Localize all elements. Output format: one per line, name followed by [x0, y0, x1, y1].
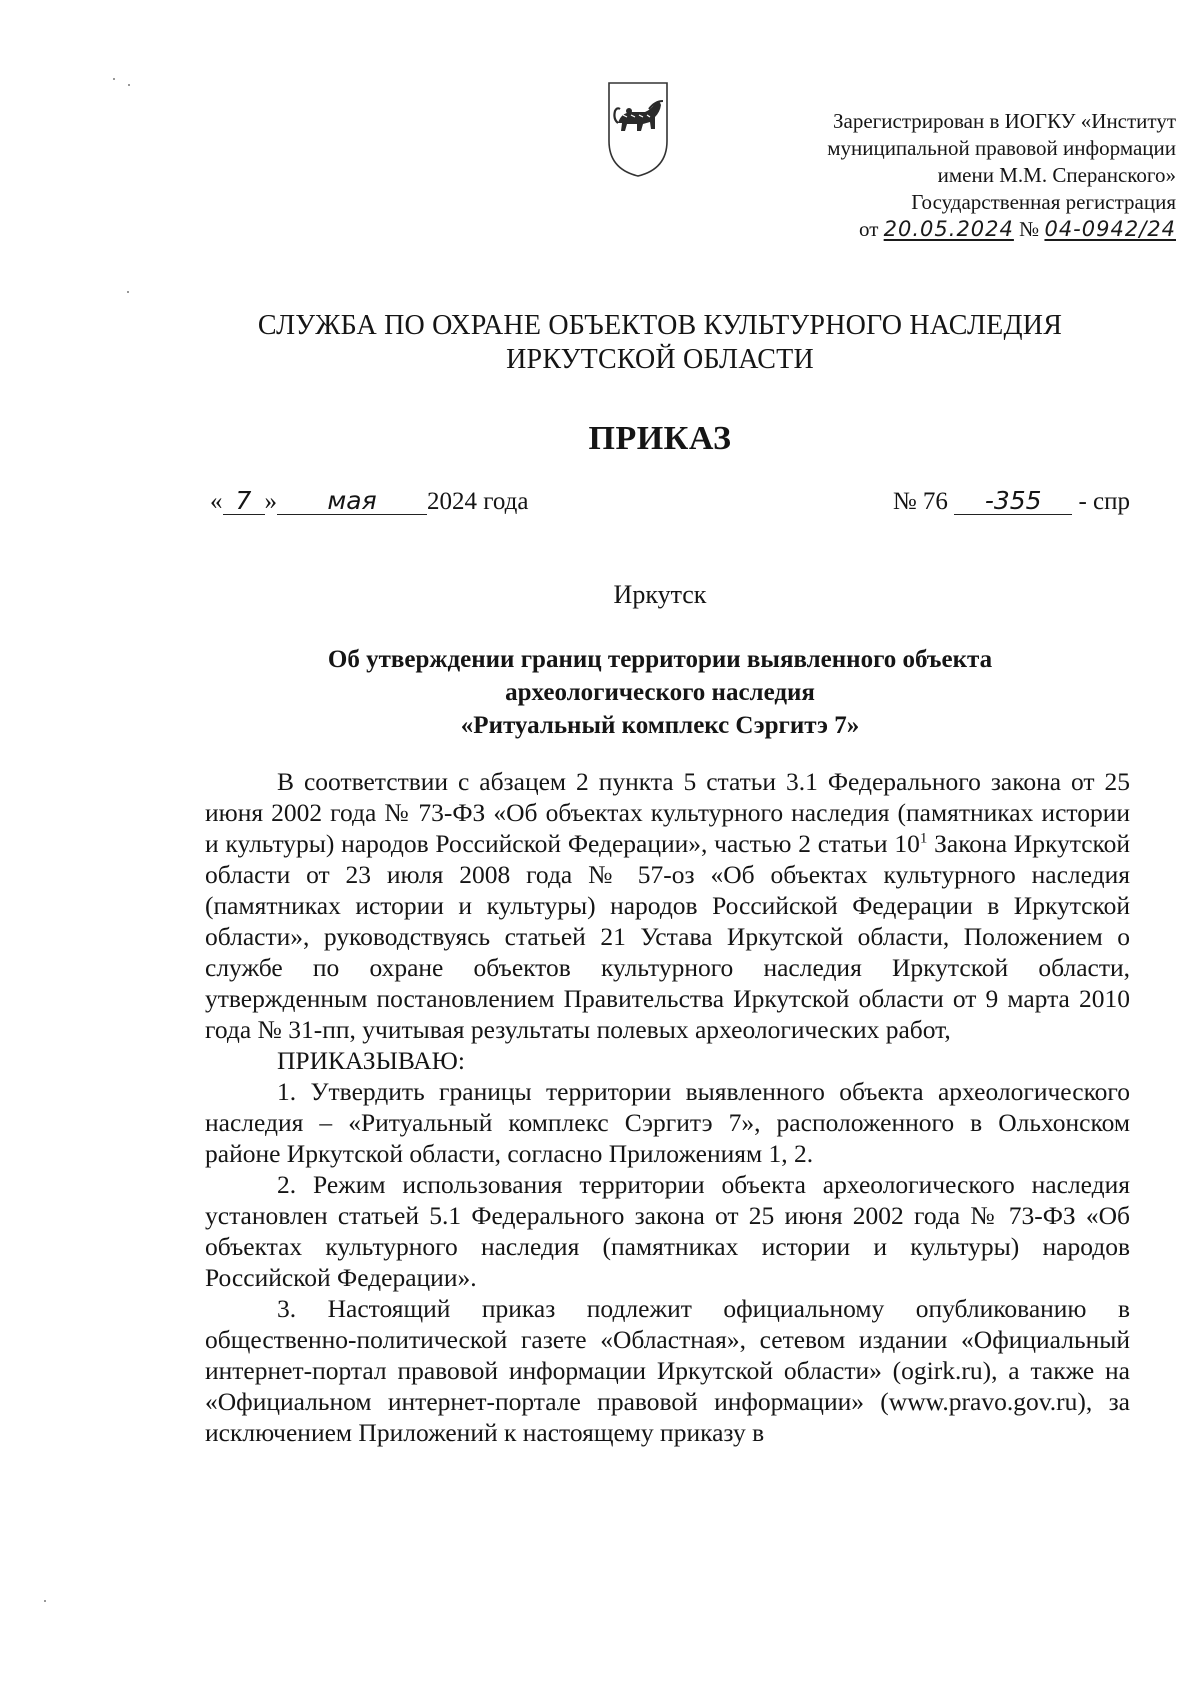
coat-of-arms-icon	[605, 79, 671, 179]
registration-date: 20.05.2024	[883, 217, 1014, 241]
order-item-1: 1. Утвердить границы территории выявленного объекта археологического наследия – «Ритуальный комплекс Сэргитэ 7», расположенного в Ольхонском районе Иркутской области, согласно Приложениям 1, 2.	[205, 1077, 1130, 1168]
agency-name	[200, 309, 1120, 377]
registration-line: Государственная регистрация	[911, 190, 1176, 214]
registration-line: имени М.М. Сперанского»	[937, 163, 1176, 187]
order-number	[893, 488, 1130, 516]
registration-prefix: от	[859, 217, 879, 241]
order-date	[210, 488, 528, 516]
city: Иркутск	[613, 580, 707, 609]
subject-line: Об утверждении границ территории выявленного объекта	[327, 646, 993, 673]
order-item-3: 3. Настоящий приказ подлежит официальному опубликованию в общественно-политической газете «Областная», сетевом издании «Официальный интернет-портал правовой информации Иркутской области» (ogirk.ru), а также на «Официальном интернет-портале правовой информации» (www.pravo.gov.ru), за исключением Приложений к настоящему приказу в	[205, 1294, 1130, 1447]
registration-number-sign: №	[1019, 217, 1040, 241]
preamble-paragraph	[205, 766, 1130, 1045]
scan-speck	[44, 1600, 46, 1602]
scan-speck	[128, 84, 130, 86]
registration-line: муниципальной правовой информации	[827, 136, 1176, 160]
registration-block	[736, 108, 1176, 243]
date-close-quote: »	[264, 488, 277, 515]
registration-number-line	[736, 216, 1176, 243]
subject-line: археологического наследия	[505, 679, 815, 706]
registration-number: 04-0942/24	[1044, 217, 1176, 241]
order-item-2: 2. Режим использования территории объекта археологического наследия установлен статьей 5.1 Федерального закона от 25 июня 2002 года № 73-ФЗ «Об объектах культурного наследия (памятниках истории и культуры) народов Российской Федерации».	[205, 1170, 1130, 1292]
date-open-quote: «	[210, 488, 223, 515]
date-year: 2024 года	[427, 488, 529, 515]
order-number-suffix: - спр	[1078, 488, 1130, 515]
preamble-text: Закона Иркутской области от 23 июля 2008 года № 57-оз «Об объектах культурного наследия (памятниках истории и культуры) народов Российской Федерации в Иркутской области», руководствуясь статьей 21 Устава Иркутской области, Положением о службе по охране объектов культурного наследия Иркутской области, утвержденным постановлением Правительства Иркутской области от 9 марта 2010 года № 31-пп, учитывая результаты полевых археологических работ,	[205, 829, 1130, 1044]
scan-speck	[127, 291, 129, 293]
order-body	[205, 766, 1130, 1448]
registration-line: Зарегистрирован в ИОГКУ «Институт	[832, 109, 1176, 133]
order-number-prefix: № 76	[892, 488, 948, 515]
agency-name-line: ИРКУТСКОЙ ОБЛАСТИ	[506, 344, 814, 375]
order-word: ПРИКАЗЫВАЮ:	[277, 1046, 465, 1075]
document-title: ПРИКАЗ	[588, 420, 732, 457]
order-subject	[200, 643, 1120, 742]
preamble-superscript: 1	[919, 830, 928, 847]
subject-line: «Ритуальный комплекс Сэргитэ 7»	[460, 712, 860, 739]
date-month: мая	[277, 488, 427, 515]
scan-speck	[113, 78, 115, 80]
order-number-value: -355	[954, 488, 1072, 515]
date-day: 7	[223, 488, 265, 515]
preamble-text: В соответствии с абзацем 2 пункта 5 статьи 3.1 Федерального закона от 25 июня 2002 года № 73-ФЗ «Об объектах культурного наследия (памятниках истории и культуры) народов Российской Федерации», частью 2 статьи 10	[205, 767, 1130, 858]
agency-name-line: СЛУЖБА ПО ОХРАНЕ ОБЪЕКТОВ КУЛЬТУРНОГО НАСЛЕДИЯ	[257, 310, 1063, 341]
